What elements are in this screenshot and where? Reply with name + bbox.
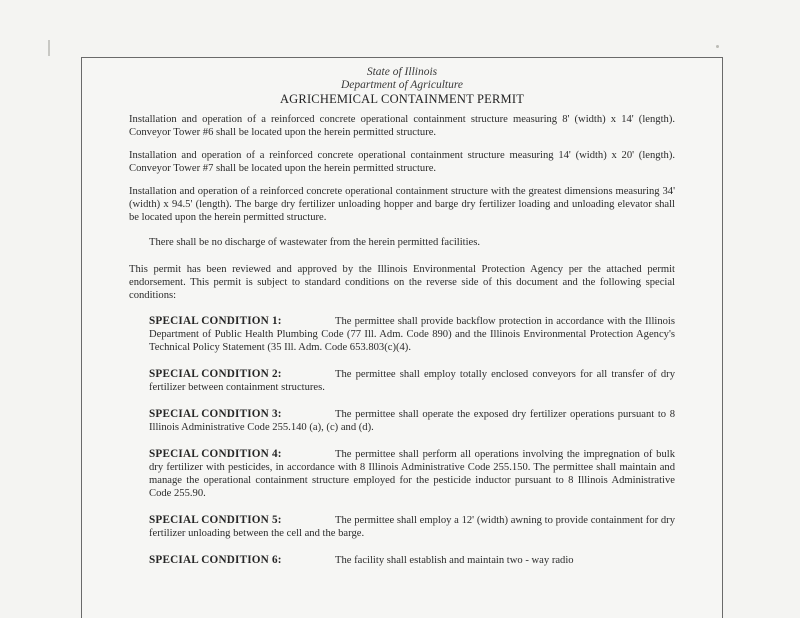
special-condition-4 [149,448,675,500]
scan-artifact [716,45,719,48]
condition-text: The permittee shall employ a 12' (width) awning to provide containment for dry fertilizer unloading between the cell and the barge. [149,515,675,539]
condition-label: SPECIAL CONDITION 4: [149,448,282,460]
special-condition-5 [149,514,675,540]
special-condition-1 [149,315,675,354]
condition-label: SPECIAL CONDITION 2: [149,368,282,380]
condition-label: SPECIAL CONDITION 1: [149,315,282,327]
condition-text: The permittee shall perform all operations involving the impregnation of bulk dry fertilizer with pesticides, in accordance with 8 Illinois Administrative Code 255.150. The permittee shall maintain and manage the operational containment structure employed for the pesticide inductor pursuant to 8 Illinois Administrative Code 255.90. [149,449,675,499]
condition-label: SPECIAL CONDITION 3: [149,408,282,420]
paragraph-no-discharge: There shall be no discharge of wastewater from the herein permitted facilities. [149,237,481,248]
paragraph-tower-6: Installation and operation of a reinforced concrete operational containment structure measuring 8' (width) x 14' (length). Conveyor Tower #6 shall be located upon the herein permitted structure. [129,114,675,138]
permit-document [129,66,675,567]
special-condition-6 [149,554,675,567]
scan-artifact [48,40,50,56]
condition-text: The permittee shall employ totally enclosed conveyors for all transfer of dry fertilizer between containment structures. [149,369,675,393]
condition-label: SPECIAL CONDITION 6: [149,554,282,566]
document-header [129,66,675,107]
condition-text: The permittee shall provide backflow protection in accordance with the Illinois Department of Public Health Plumbing Code (77 Ill. Adm. Code 890) and the Illinois Environmental Protection Agency's Technical Policy Statement (35 Ill. Adm. Code 653.803(c)(4). [149,316,675,353]
condition-text: The permittee shall operate the exposed dry fertilizer operations pursuant to 8 Illinois Administrative Code 255.140 (a), (c) and (d). [149,409,675,433]
paragraph-approval: This permit has been reviewed and approved by the Illinois Environmental Protection Agency per the attached permit endorsement. This permit is subject to standard conditions on the reverse side of this document and the following special conditions: [129,264,675,301]
condition-label: SPECIAL CONDITION 5: [149,514,282,526]
paragraph-tower-7: Installation and operation of a reinforced concrete operational containment structure measuring 14' (width) x 20' (length). Conveyor Tower #7 shall be located upon the herein permitted structure. [129,150,675,174]
special-condition-2 [149,368,675,394]
paragraph-barge-structure: Installation and operation of a reinforced concrete operational containment structure with the greatest dimensions measuring 34' (width) x 94.5' (length). The barge dry fertilizer unloading hopper and barge dry fertilizer loading and unloading elevator shall be located upon the herein permitted structure. [129,186,675,223]
special-condition-3 [149,408,675,434]
department-name: Department of Agriculture [340,79,463,91]
special-conditions [129,315,675,567]
condition-text: The facility shall establish and maintain two - way radio [335,555,574,566]
document-title: AGRICHEMICAL CONTAINMENT PERMIT [279,92,525,106]
state-name: State of Illinois [366,66,438,78]
